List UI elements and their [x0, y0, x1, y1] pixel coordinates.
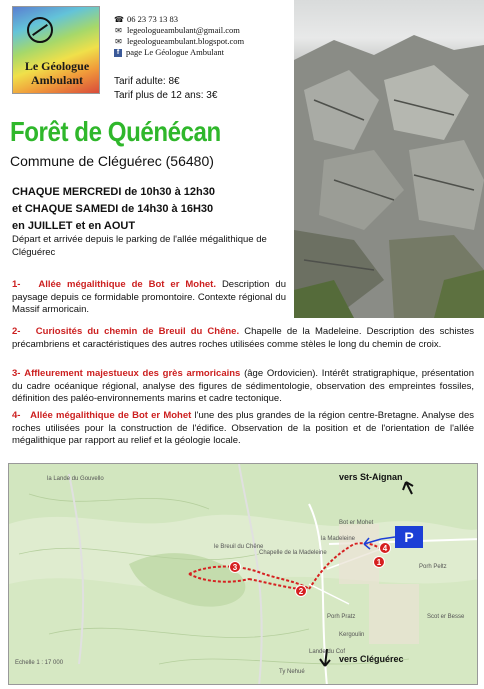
stop-title: Affleurement majestueux des grès armoricains — [24, 368, 241, 379]
schedule-line-3: en JUILLET et en AOUT — [12, 220, 136, 232]
map-place: Porh Pratz — [327, 614, 356, 620]
page-title: Forêt de Quénécan — [10, 116, 221, 147]
map-place: Ty Nehué — [279, 669, 305, 675]
envelope-icon: ✉ — [115, 26, 122, 35]
map-place: Bot er Mohet — [339, 520, 374, 526]
geologue-logo — [12, 6, 100, 94]
schedule-block — [12, 184, 215, 235]
stop-item-4 — [12, 410, 474, 448]
stop-text: Description du paysage depuis ce formidable promontoire. Contexte régional du Massif armoricain. — [12, 279, 286, 315]
map-place: Kergoulin — [339, 632, 365, 638]
stop-title: Curiosités du chemin de Breuil du Chêne. — [35, 326, 240, 337]
phone-icon: ☎ — [114, 15, 124, 24]
stop-item-1 — [12, 279, 286, 317]
contact-block — [114, 14, 244, 58]
contact-phone: 06 23 73 13 83 — [127, 14, 178, 24]
map-scale: Echelle 1 : 17 000 — [15, 660, 64, 666]
direction-north-label: vers St-Aignan — [339, 472, 403, 482]
map-place: la Lande du Gouvello — [47, 476, 104, 482]
stop-number: 3- — [12, 368, 21, 379]
stop-number: 1- — [12, 279, 21, 290]
contact-facebook-row — [114, 47, 244, 58]
contact-email-row — [114, 25, 244, 36]
stop-item-2 — [12, 326, 474, 351]
compass-icon — [27, 17, 53, 43]
stop-text: Chapelle de la Madeleine. Description des schistes précambriens et caractéristiques des autres roches utilisées comme stèles le long du chemin de croix. — [12, 326, 474, 350]
map-marker-1: 1 — [373, 556, 385, 568]
rock-outcrop-drawing — [294, 0, 484, 318]
contact-blog-row — [114, 36, 244, 47]
map-place: la Madeleine — [321, 536, 356, 542]
map-place: Porh Peltz — [419, 564, 447, 570]
map-place: le Breuil du Chêne — [214, 544, 264, 550]
stop-text: (âge Ordovicien). Intérêt stratigraphique, présentation du cadre océanique régional, analyse des figures de sédimentologie, observation des empreintes fossiles, définition des paléo-environnements marins et cadre tectonique. — [12, 368, 474, 404]
stop-item-3 — [12, 368, 474, 406]
schedule-line-2: et CHAQUE SAMEDI de 14h30 à 16H30 — [12, 203, 214, 215]
rock-outcrop-photo — [294, 0, 484, 318]
stop-title: Allée mégalithique de Bot er Mohet. — [38, 279, 216, 290]
map-background — [9, 464, 478, 685]
map-place: Scot er Besse — [427, 614, 465, 620]
map-marker-2: 2 — [295, 585, 307, 597]
contact-email[interactable]: legeologueambulant@gmail.com — [127, 25, 240, 35]
stop-number: 2- — [12, 326, 21, 337]
route-map — [8, 463, 478, 685]
stop-title: Allée mégalithique de Bot er Mohet — [30, 410, 192, 421]
logo-line-2: Ambulant — [30, 73, 83, 87]
tarif-adulte: Tarif adulte: 8€ — [114, 76, 180, 87]
map-place: Chapelle de la Madeleine — [259, 550, 327, 556]
facebook-icon: f — [114, 49, 122, 57]
tarifs-block — [114, 75, 217, 103]
map-place: Lande du Cof — [309, 649, 346, 655]
contact-blog[interactable]: legeologueambulant.blogspot.com — [127, 36, 245, 46]
stop-number: 4- — [12, 410, 21, 421]
commune-subtitle: Commune de Cléguérec (56480) — [10, 153, 214, 169]
map-marker-3: 3 — [229, 561, 241, 573]
map-marker-4: 4 — [379, 542, 391, 554]
tarif-enfant: Tarif plus de 12 ans: 3€ — [114, 90, 218, 101]
depart-text: Départ et arrivée depuis le parking de l'allée mégalithique de Cléguérec — [12, 234, 267, 258]
contact-facebook[interactable]: page Le Géologue Ambulant — [126, 47, 224, 57]
stop-text: l'une des plus grandes de la région centre-Bretagne. Analyse des roches utilisées pour la construction de l'édifice. Observation de la position et de l'orientation de l'allée mégalithique par rapport au relief et la géologie locale. — [12, 410, 474, 446]
contact-phone-row — [114, 14, 244, 25]
envelope-icon: ✉ — [115, 37, 122, 46]
direction-south-label: vers Cléguérec — [339, 654, 404, 664]
schedule-line-1: CHAQUE MERCREDI de 10h30 à 12h30 — [12, 186, 215, 198]
logo-line-1: Le Géologue — [24, 59, 90, 73]
parking-sign: P — [395, 526, 423, 548]
